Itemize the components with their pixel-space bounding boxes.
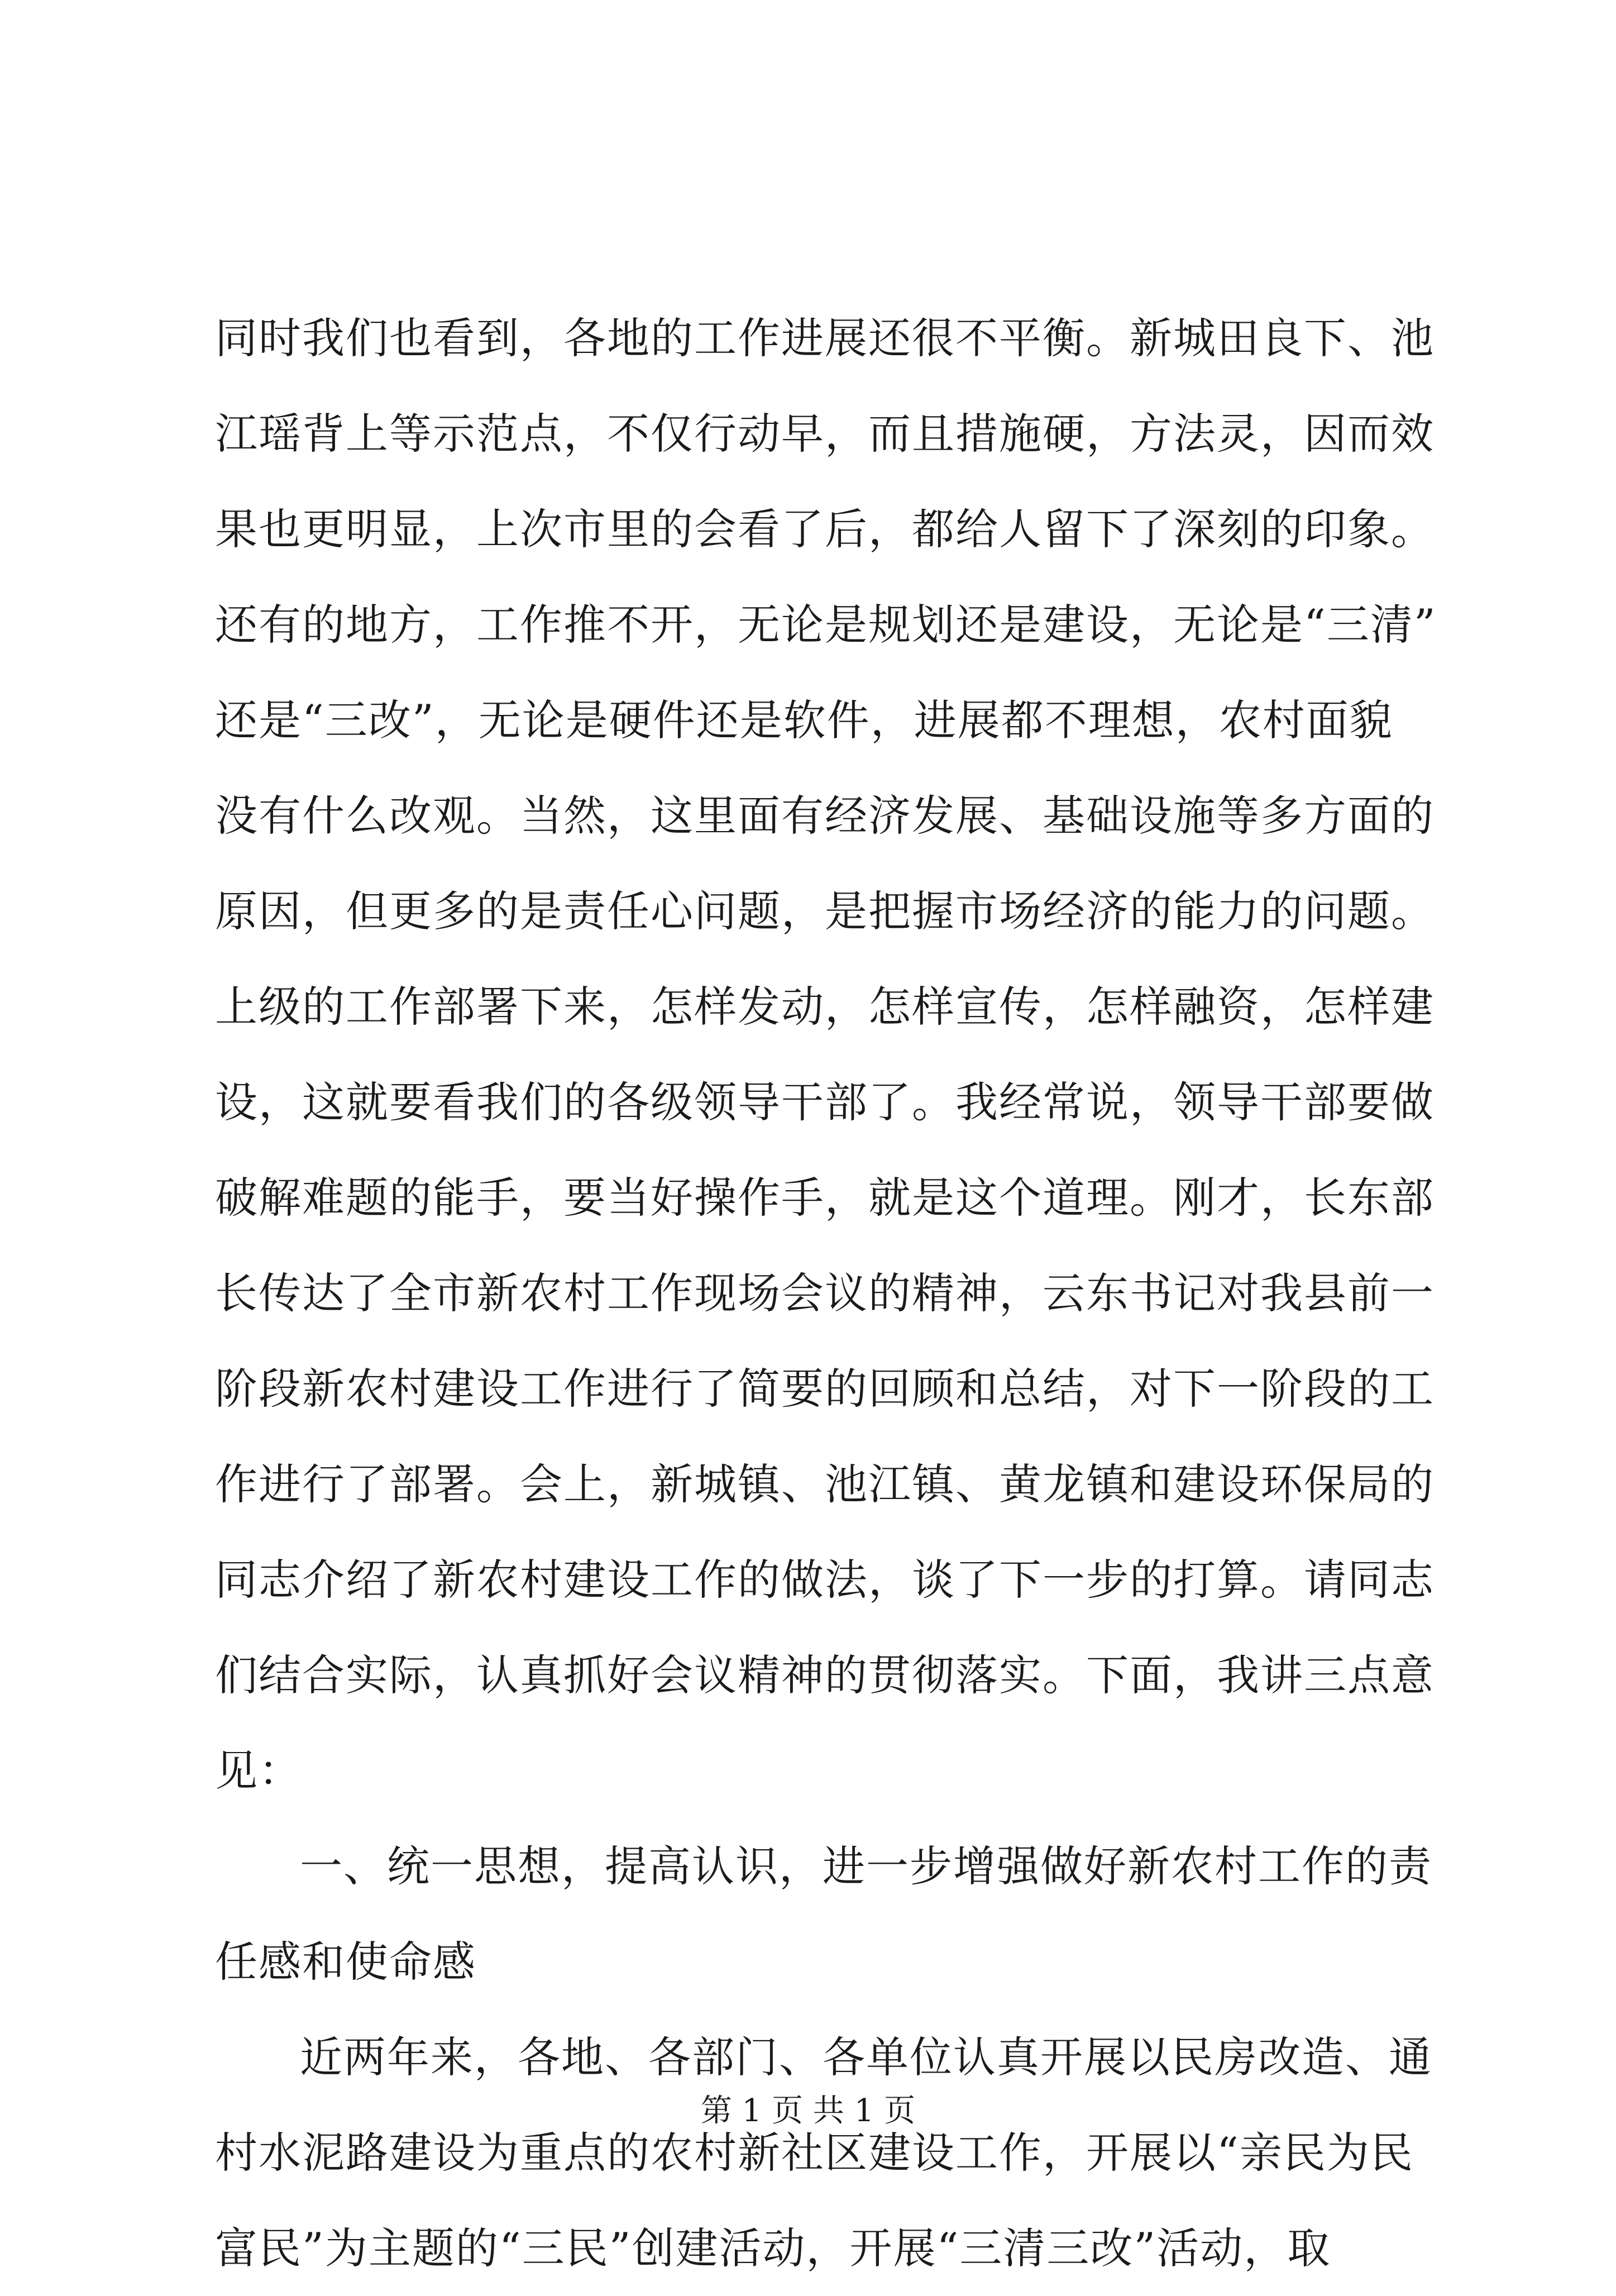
text-line: 果也更明显，上次市里的会看了后，都给人留下了深刻的印象。 — [215, 504, 1435, 554]
heading-line: 一、统一思想，提高认识，进一步增强做好新农村工作的责 — [300, 1841, 1432, 1891]
heading-line: 任感和使命感 — [215, 1937, 476, 1987]
text-line: 长传达了全市新农村工作现场会议的精神，云东书记对我县前一 — [215, 1268, 1435, 1318]
text-line: 近两年来，各地、各部门、各单位认真开展以民房改造、通 — [300, 2032, 1432, 2082]
text-line: 破解难题的能手，要当好操作手，就是这个道理。刚才，长东部 — [215, 1173, 1435, 1223]
paragraph-1 — [215, 290, 1437, 1818]
text-line: 富民”为主题的“三民”创建活动，开展“三清三改”活动，取 — [215, 2223, 1331, 2273]
text-line: 设，这就要看我们的各级领导干部了。我经常说，领导干部要做 — [215, 1077, 1435, 1127]
text-line: 上级的工作部署下来，怎样发动，怎样宣传，怎样融资，怎样建 — [215, 982, 1435, 1032]
text-line: 们结合实际，认真抓好会议精神的贯彻落实。下面，我讲三点意 — [215, 1650, 1435, 1700]
text-line: 阶段新农村建设工作进行了简要的回顾和总结，对下一阶段的工 — [215, 1364, 1435, 1414]
paragraph-2 — [215, 2009, 1432, 2296]
text-line: 原因，但更多的是责任心问题，是把握市场经济的能力的问题。 — [215, 886, 1435, 936]
body-text — [215, 290, 1437, 2296]
text-line: 没有什么改观。当然，这里面有经济发展、基础设施等多方面的 — [215, 791, 1435, 841]
text-line: 见： — [215, 1746, 302, 1796]
text-line: 同时我们也看到，各地的工作进展还很不平衡。新城田良下、池 — [215, 313, 1435, 363]
section-heading — [215, 1818, 1432, 2009]
page-footer — [0, 2092, 1616, 2131]
text-line: 还是“三改”，无论是硬件还是软件，进展都不理想，农村面貌 — [215, 695, 1393, 745]
text-line: 作进行了部署。会上，新城镇、池江镇、黄龙镇和建设环保局的 — [215, 1459, 1435, 1509]
text-line: 同志介绍了新农村建设工作的做法，谈了下一步的打算。请同志 — [215, 1555, 1435, 1605]
text-line: 村水泥路建设为重点的农村新社区建设工作，开展以“亲民为民 — [215, 2128, 1414, 2178]
text-line: 江瑶背上等示范点，不仅行动早，而且措施硬，方法灵，因而效 — [215, 409, 1435, 459]
page-number: 第 1 页 共 1 页 — [700, 2093, 916, 2129]
text-line: 还有的地方，工作推不开，无论是规划还是建设，无论是“三清” — [215, 600, 1437, 650]
